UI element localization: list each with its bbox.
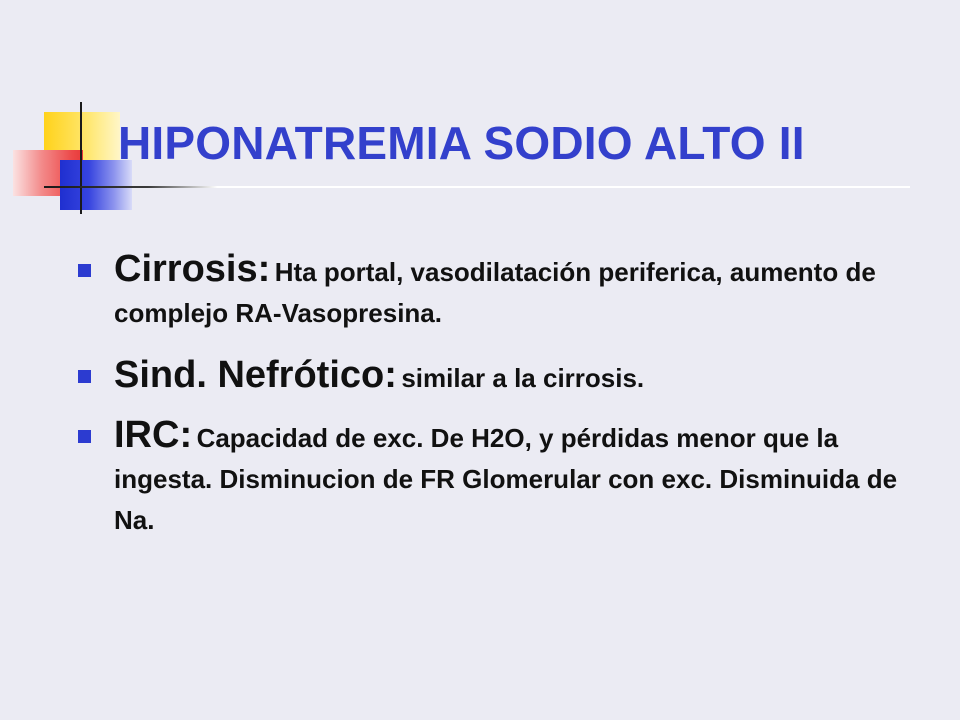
- bullet-item: [78, 412, 938, 545]
- bullet-body: Capacidad de exc. De H2O, y pérdidas menor que la ingesta. Disminucion de FR Glomerular con exc. Disminuida de Na.: [114, 423, 898, 535]
- bullet-item: [78, 352, 938, 398]
- bullet-text: [114, 352, 914, 398]
- bullet-heading: IRC:: [114, 414, 193, 456]
- title-ornament-vertical-line: [80, 102, 82, 214]
- bullet-list: [78, 246, 938, 545]
- bullet-body: similar a la cirrosis.: [401, 363, 645, 393]
- bullet-heading: Cirrosis:: [114, 248, 271, 290]
- title-underline: [44, 186, 910, 188]
- bullet-square-icon: [78, 264, 91, 277]
- bullet-text: [114, 246, 914, 338]
- bullet-item: [78, 246, 938, 338]
- slide-title: HIPONATREMIA SODIO ALTO II: [118, 117, 805, 169]
- bullet-text: [114, 412, 914, 545]
- bullet-body: Hta portal, vasodilatación periferica, aumento de complejo RA-Vasopresina.: [114, 257, 876, 328]
- bullet-heading: Sind. Nefrótico:: [114, 354, 397, 396]
- bullet-square-icon: [78, 370, 91, 383]
- bullet-square-icon: [78, 430, 91, 443]
